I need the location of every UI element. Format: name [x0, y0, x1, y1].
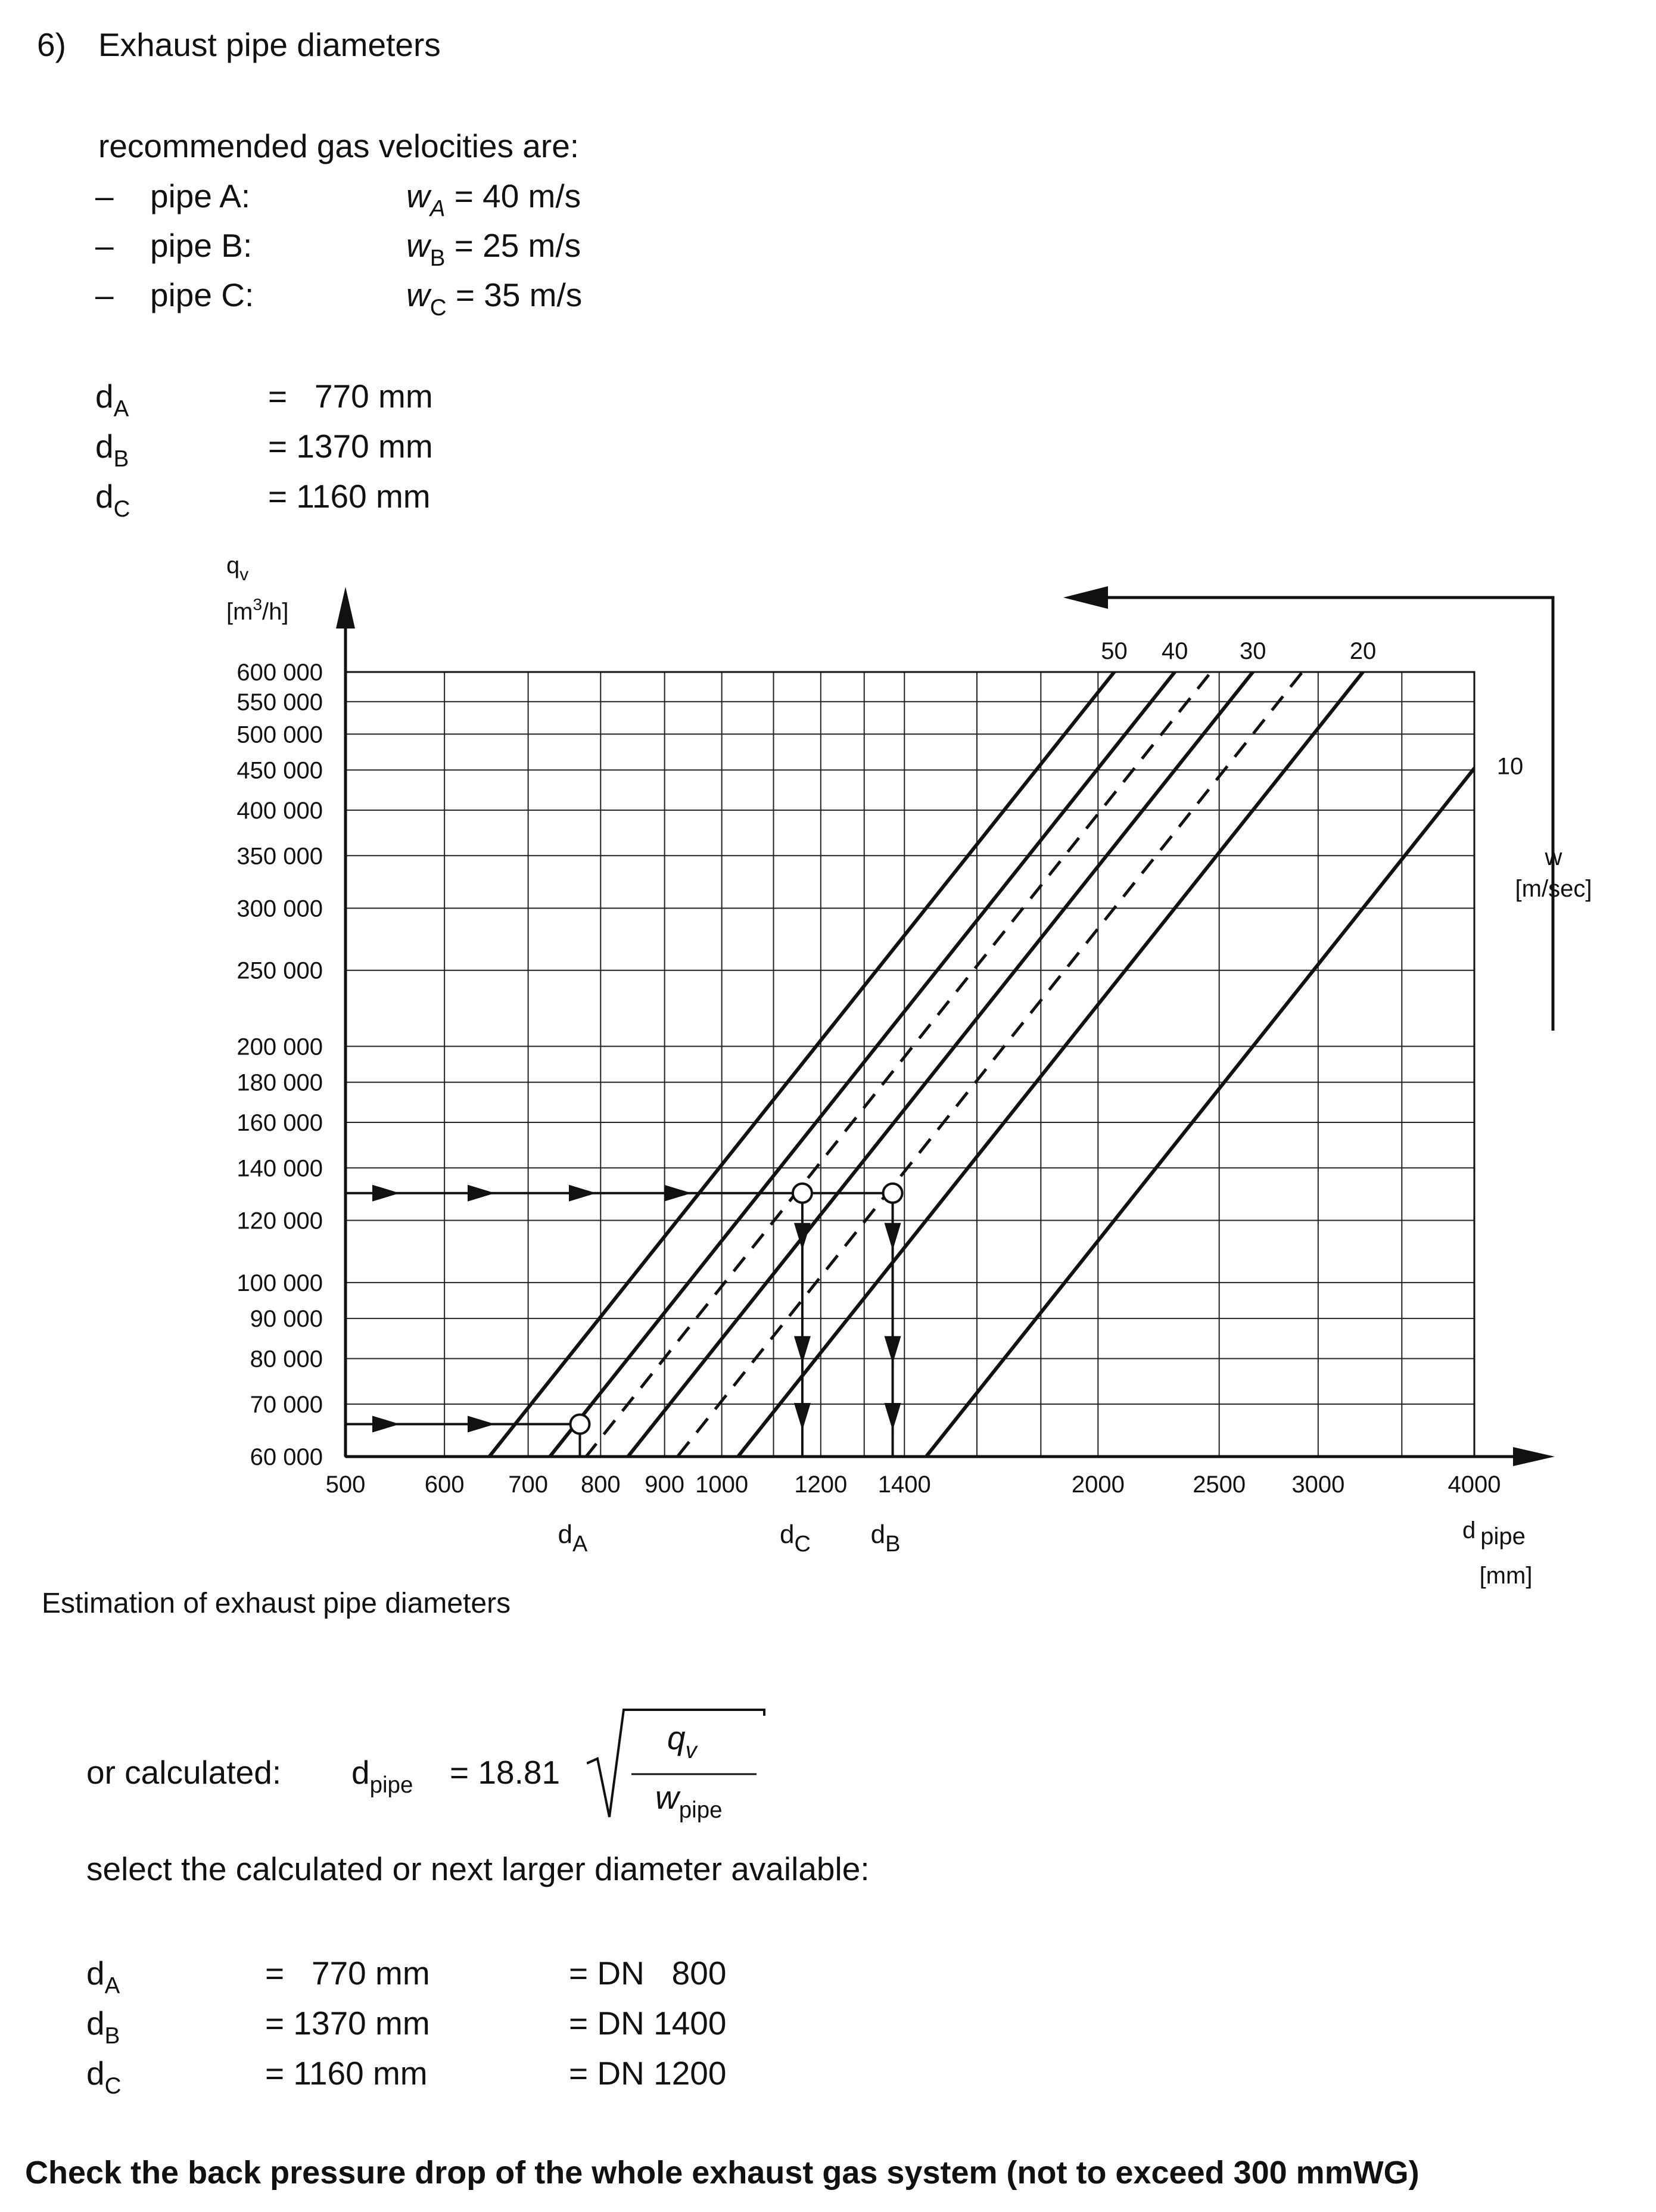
diameter-sub: C: [113, 496, 130, 522]
velocity-label-10: 10: [1496, 753, 1524, 780]
selected-symbol: d: [86, 1955, 105, 1992]
list-dash: –: [95, 276, 114, 313]
operating-point-c: [793, 1184, 812, 1203]
flow-arrow-right: [664, 1185, 692, 1202]
y-tick-label: 60 000: [250, 1444, 323, 1470]
y-tick-label: 70 000: [250, 1391, 323, 1418]
diameter-symbol: d: [95, 428, 114, 465]
x-tick-label: 3000: [1291, 1471, 1345, 1498]
velocity-value: = 40 m/s: [454, 178, 581, 214]
y-tick-label: 200 000: [236, 1034, 323, 1060]
y-tick-label: 120 000: [236, 1208, 323, 1234]
y-tick-label: 600 000: [236, 659, 323, 686]
x-tick-label: 800: [580, 1471, 621, 1498]
drop-arrow-down: [794, 1336, 811, 1364]
selected-dn: = DN 1400: [569, 2005, 727, 2042]
y-tick-label: 250 000: [236, 957, 323, 984]
velocity-label-20: 20: [1349, 638, 1377, 664]
selected-value: = 1370 mm: [265, 2005, 430, 2042]
w-axis-unit: [m/sec]: [1515, 876, 1592, 902]
w-axis-label: w: [1545, 844, 1562, 870]
velocity-value: = 25 m/s: [454, 227, 581, 264]
y-tick-label: 90 000: [250, 1306, 323, 1333]
chart-caption: Estimation of exhaust pipe diameters: [42, 1588, 511, 1619]
formula-numerator: q: [667, 1719, 686, 1756]
x-tick-label: 1000: [695, 1471, 749, 1498]
flow-arrow-right: [569, 1185, 596, 1202]
x-axis-label: d pipe: [1462, 1517, 1526, 1550]
drop-arrow-down: [794, 1403, 811, 1430]
diameter-value: = 770 mm: [268, 378, 433, 415]
drop-arrow-down: [885, 1336, 901, 1364]
x-tick-label: 2000: [1071, 1471, 1125, 1498]
y-tick-label: 140 000: [236, 1155, 323, 1182]
y-tick-label: 500 000: [236, 721, 323, 748]
selected-dn: = DN 800: [569, 1955, 727, 1992]
formula-numerator-sub: v: [685, 1737, 697, 1763]
selected-sub: A: [104, 1973, 120, 1999]
formula-intro: or calculated:: [86, 1754, 282, 1791]
velocity-line-30: [288, 361, 1501, 1656]
x-tick-label: 700: [508, 1471, 549, 1498]
flow-arrow-right: [372, 1415, 400, 1432]
x-tick-label: 1400: [877, 1471, 931, 1498]
y-tick-label: 180 000: [236, 1069, 323, 1096]
diameter-symbol: d: [95, 478, 114, 515]
x-axis-arrow: [1513, 1447, 1555, 1466]
y-tick-label: 300 000: [236, 895, 323, 922]
x-tick-label: 1200: [794, 1471, 848, 1498]
drop-arrow-down: [885, 1403, 901, 1430]
y-tick-label: 450 000: [236, 757, 323, 784]
velocity-sub: A: [429, 195, 446, 222]
y-axis-label: $q_v$: [226, 552, 249, 584]
velocity-label-30: 30: [1240, 638, 1266, 664]
formula-denominator-sub: pipe: [678, 1797, 723, 1823]
formula-denominator: w: [655, 1779, 679, 1816]
select-text: select the calculated or next larger diameter available:: [86, 1850, 870, 1887]
pipe-label: pipe B:: [150, 227, 253, 264]
formula-lhs: d: [351, 1754, 370, 1791]
operating-point-label: dC: [779, 1520, 811, 1557]
pipe-label: pipe A:: [150, 178, 251, 214]
x-tick-label: 2500: [1193, 1471, 1246, 1498]
operating-point-label: dB: [870, 1520, 901, 1557]
velocity-line-35: [288, 308, 1501, 1656]
selected-sub: C: [104, 2073, 122, 2099]
y-tick-label: 80 000: [250, 1346, 323, 1373]
plot-frame: [345, 672, 1474, 1457]
velocity-label-50: 50: [1101, 638, 1128, 664]
y-axis-arrow: [336, 587, 355, 629]
y-tick-label: 400 000: [236, 797, 323, 824]
velocity-symbol: w: [406, 178, 430, 214]
selected-dn: = DN 1200: [569, 2055, 727, 2092]
selected-symbol: d: [86, 2055, 105, 2092]
operating-point-label: dA: [558, 1520, 588, 1557]
w-direction-arrow: [1063, 586, 1108, 609]
list-dash: –: [95, 227, 114, 264]
velocity-value: = 35 m/s: [455, 276, 583, 313]
selected-sub: B: [104, 2023, 120, 2049]
formula-coef: = 18.81: [450, 1754, 561, 1791]
drop-arrow-down: [885, 1223, 901, 1250]
x-tick-label: 500: [325, 1471, 366, 1498]
check-note: Check the back pressure drop of the whole exhaust gas system (not to exceed 300 mmWG): [25, 2155, 1420, 2191]
y-tick-label: 160 000: [236, 1109, 323, 1136]
velocities-intro: recommended gas velocities are:: [98, 127, 580, 164]
section-number: 6): [37, 26, 66, 63]
operating-point-a: [570, 1414, 589, 1433]
x-tick-label: 4000: [1448, 1471, 1501, 1498]
diameter-value: = 1160 mm: [268, 478, 431, 515]
formula-lhs-sub: pipe: [369, 1772, 413, 1798]
selected-value: = 770 mm: [265, 1955, 430, 1992]
diameter-value: = 1370 mm: [268, 428, 433, 465]
flow-arrow-right: [468, 1185, 495, 1202]
x-tick-label: 900: [645, 1471, 685, 1498]
velocity-label-40: 40: [1161, 638, 1188, 664]
selected-symbol: d: [86, 2005, 105, 2042]
section-title: Exhaust pipe diameters: [98, 26, 441, 63]
pipe-label: pipe C:: [150, 276, 254, 313]
list-dash: –: [95, 178, 114, 214]
velocity-line-50: [288, 186, 1501, 1656]
flow-arrow-right: [468, 1415, 495, 1432]
y-tick-label: 100 000: [236, 1270, 323, 1296]
y-tick-label: 550 000: [236, 689, 323, 715]
velocity-sub: B: [429, 245, 446, 271]
x-tick-label: 600: [424, 1471, 465, 1498]
x-axis-unit: [mm]: [1479, 1563, 1533, 1589]
flow-arrow-right: [372, 1185, 400, 1202]
y-axis-unit: $[m^3/h]$: [226, 595, 289, 625]
velocity-symbol: w: [406, 227, 430, 264]
diameter-symbol: d: [95, 378, 114, 415]
velocity-symbol: w: [406, 276, 430, 313]
velocity-sub: C: [429, 294, 447, 321]
velocity-line-40: [288, 263, 1501, 1656]
operating-point-b: [883, 1184, 902, 1203]
diameter-sub: A: [113, 396, 129, 422]
selected-value: = 1160 mm: [265, 2055, 428, 2092]
diameter-sub: B: [113, 446, 129, 472]
y-tick-label: 350 000: [236, 843, 323, 870]
